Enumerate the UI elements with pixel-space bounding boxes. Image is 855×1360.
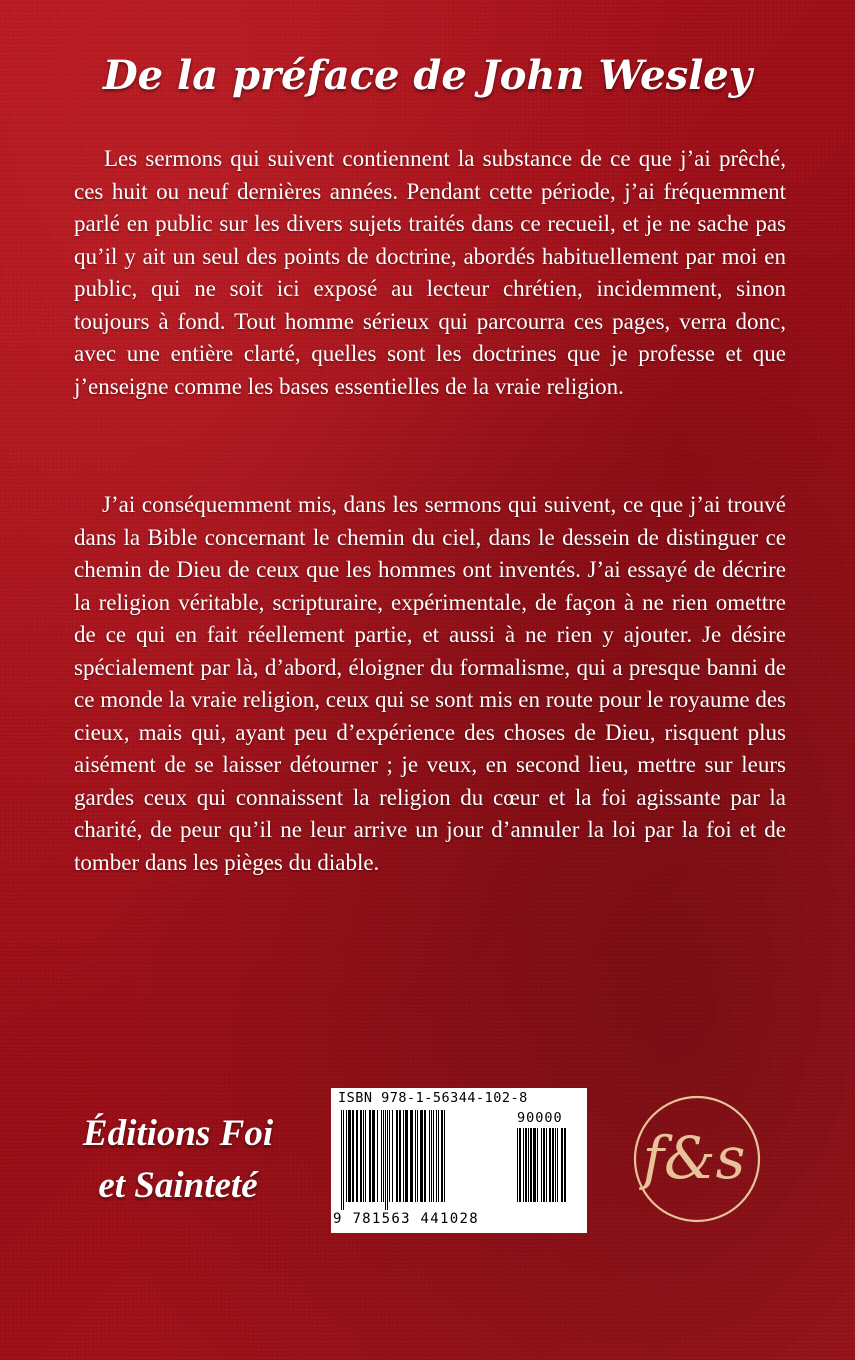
barcode-bar <box>372 1110 375 1202</box>
barcode-bar <box>369 1110 371 1202</box>
publisher-line-2: et Sainteté <box>98 1165 258 1206</box>
barcode-bar <box>530 1128 532 1202</box>
barcode-bar <box>385 1110 386 1210</box>
barcode-bar <box>546 1128 547 1202</box>
barcode-bar <box>431 1110 432 1202</box>
barcode-bar <box>352 1110 354 1202</box>
barcode-bar <box>348 1110 351 1202</box>
barcode-bar <box>543 1128 545 1202</box>
price-code: 90000 <box>517 1110 563 1126</box>
publisher-logo <box>630 1092 764 1226</box>
barcode-bar <box>438 1110 439 1202</box>
barcode-bar <box>396 1110 398 1202</box>
isbn-barcode <box>331 1088 587 1233</box>
barcode-bar <box>341 1110 342 1210</box>
preface-paragraph-1: Les sermons qui suivent contiennent la substance de ce que j’ai prêché, ces huit ou neuf dernières années. Pendant cette période, j’ai fréquemment parlé en public sur les divers sujets traités dans ce recueil, et je ne sache pas qu’il y ait un seul des points de doctrine, abordés habituellement par moi en public, qui ne soit ici exposé au lecteur chrétien, incidemment, sinon toujours à fond. Tout homme sérieux qui parcourra ces pages, verra donc, avec une entière clarté, quelles sont les doctrines que je professe et que j’enseigne comme les bases essentielles de la vraie religion. <box>74 146 786 399</box>
barcode-bar <box>360 1110 362 1202</box>
cover-title: De la préface de John Wesley <box>102 52 752 99</box>
preface-paragraph-2: J’ai conséquemment mis, dans les sermons qui suivent, ce que j’ai trouvé dans la Bible concernant le chemin du ciel, dans le dessein de distinguer ce chemin de Dieu de ceux que les hommes ont inventés. J’ai essayé de décrire la religion véritable, scripturaire, expérimentale, de façon à ne rien omettre de ce qui en fait réellement partie, et aussi à ne rien y ajouter. Je désire spécialement par là, d’abord, éloigner du formalisme, qui a presque banni de ce monde la vraie religion, ceux qui se sont mis en route pour le royaume des cieux, mais qui, ayant peu d’expérience des choses de Dieu, risquent plus aisément de se laisser détourner ; je veux, en second lieu, mettre sur leurs gardes ceux qui connaissent la religion du cœur et la foi agissante par la charité, de peur qu’il ne leur arrive un jour d’annuler la loi par la foi et de tomber dans les pièges du diable. <box>74 492 786 875</box>
barcode-bar <box>410 1110 413 1202</box>
barcode-bar <box>417 1110 418 1202</box>
barcode-bar <box>392 1110 393 1202</box>
barcode-bar <box>552 1128 554 1202</box>
barcode-bar <box>525 1128 527 1202</box>
barcode-bar <box>389 1110 390 1202</box>
barcode-bar <box>415 1110 416 1202</box>
barcode-bar <box>517 1128 518 1202</box>
barcode-bar <box>377 1110 378 1202</box>
barcode-bar <box>436 1110 437 1202</box>
barcode-bar <box>523 1128 524 1202</box>
barcode-bar <box>555 1128 556 1202</box>
barcode-bar <box>441 1110 443 1202</box>
barcode-bar <box>420 1110 423 1202</box>
publisher-name <box>38 1108 318 1212</box>
barcode-addon-bars <box>517 1128 579 1210</box>
barcode-bar <box>561 1128 563 1202</box>
barcode-bar <box>365 1110 366 1202</box>
barcode-bar <box>549 1128 551 1202</box>
barcode-bar <box>433 1110 434 1202</box>
barcode-bar <box>557 1128 558 1202</box>
barcode-bar <box>383 1110 384 1202</box>
ean-digits: 9 781563 441028 <box>333 1211 479 1227</box>
barcode-bar <box>528 1128 529 1202</box>
barcode-bar <box>537 1128 538 1202</box>
barcode-bar <box>363 1110 364 1202</box>
barcode-bar <box>444 1110 445 1202</box>
barcode-bar <box>399 1110 401 1202</box>
barcode-bar <box>346 1110 347 1202</box>
logo-monogram: f&s <box>642 1124 746 1192</box>
publisher-line-1: Éditions Foi <box>82 1113 274 1154</box>
barcode-bar <box>564 1128 566 1202</box>
barcode-bar <box>405 1110 408 1202</box>
barcode-bar <box>429 1110 430 1202</box>
isbn-label: ISBN 978-1-56344-102-8 <box>338 1090 528 1106</box>
barcode-bar <box>343 1110 344 1210</box>
barcode-bar <box>424 1110 426 1202</box>
barcode-bar <box>403 1110 404 1202</box>
barcode-bar <box>519 1128 521 1202</box>
barcode-bars <box>341 1110 511 1210</box>
barcode-bar <box>356 1110 358 1202</box>
barcode-bar <box>533 1128 536 1202</box>
barcode-bar <box>541 1128 542 1202</box>
barcode-bar <box>387 1110 388 1210</box>
barcode-bar <box>381 1110 382 1202</box>
